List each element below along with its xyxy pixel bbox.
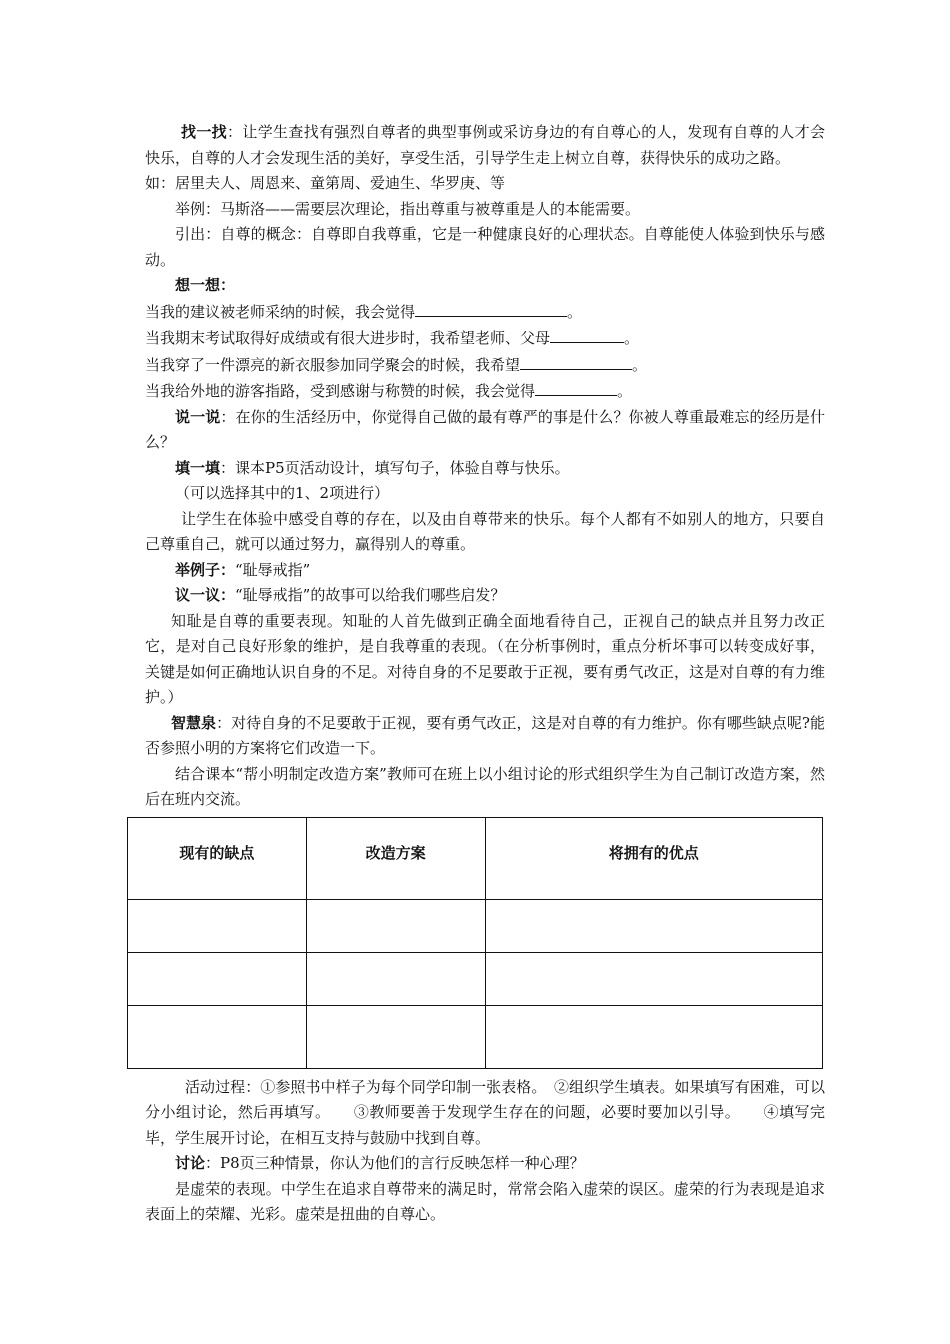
shame-paragraph: 知耻是自尊的重要表现。知耻的人首先做到正确全面地看待自己，正视自己的缺点并且努力改正它，是对自己良好形象的维护，是自我尊重的表现。（在分析事例时，重点分析坏事可以转变成好事，关键是如何正确地认识自身的不足。对待自身的不足要敢于正视，要有勇气改正，这是对自尊的有力维护。） xyxy=(145,611,825,706)
table-header-row xyxy=(128,817,823,899)
think-item-end: 。 xyxy=(567,302,583,321)
say-text: ：在你的生活经历中，你觉得自己做的最有尊严的事是什么？你被人尊重最难忘的经历是什么？ xyxy=(145,407,825,451)
find-label: 找一找 xyxy=(181,123,228,141)
process-paragraph: 活动过程：①参照书中样子为每个同学印制一张表格。 ②组织学生填表。如果填写有困难，可以分小组讨论，然后再填写。 ③教师要善于发现学生存在的问题，必要时要加以引导。 ④填写完毕，学生展开讨论，在相互支持与鼓励中找到自尊。 xyxy=(145,1077,825,1147)
table-cell[interactable] xyxy=(128,1005,307,1068)
table-row xyxy=(128,1005,823,1068)
think-label: 想一想： xyxy=(175,276,236,294)
fill-paragraph xyxy=(145,456,825,482)
examples-line: 如：居里夫人、周恩来、童第周、爱迪生、华罗庚、等 xyxy=(145,174,506,192)
talk-label: 讨论 xyxy=(175,1154,206,1172)
think-heading xyxy=(145,273,825,299)
say-paragraph xyxy=(145,405,825,456)
table-cell[interactable] xyxy=(306,952,485,1005)
think-item xyxy=(145,378,825,405)
maslow-line: 举例：马斯洛——需要层次理论，指出尊重与被尊重是人的本能需要。 xyxy=(175,199,641,218)
find-paragraph xyxy=(145,120,825,171)
vanity-paragraph: 是虚荣的表现。中学生在追求自尊带来的满足时，常常会陷入虚荣的误区。虚荣的行为表现是追求表面上的荣耀、光彩。虚荣是扭曲的自尊心。 xyxy=(145,1179,825,1223)
find-text: ：让学生查找有强烈自尊者的典型事例或采访身边的有自尊心的人，发现有自尊的人才会快乐，自尊的人才会发现生活的美好，享受生活，引导学生走上树立自尊，获得快乐的成功之路。 xyxy=(145,123,825,167)
think-item-end: 。 xyxy=(632,355,648,374)
table-row xyxy=(128,899,823,952)
table-cell[interactable] xyxy=(306,1005,485,1068)
think-item-text: 当我的建议被老师采纳的时候，我会觉得 xyxy=(145,302,416,321)
header-plan: 改造方案 xyxy=(306,817,485,899)
table-cell[interactable] xyxy=(485,952,822,1005)
think-item-text: 当我给外地的游客指路，受到感谢与称赞的时候，我会觉得 xyxy=(145,382,536,400)
talk-text: ：P8页三种情景，你认为他们的言行反映怎样一种心理？ xyxy=(205,1154,585,1172)
document-page xyxy=(145,120,825,1228)
table-cell[interactable] xyxy=(128,899,307,952)
talk-paragraph xyxy=(145,1151,825,1177)
answer-blank[interactable] xyxy=(520,352,632,370)
experience-paragraph: 让学生在体验中感受自尊的存在，以及由自尊带来的快乐。每个人都有不如别人的地方，只要自己尊重自己，就可以通过努力，赢得别人的尊重。 xyxy=(145,509,825,553)
discuss-paragraph xyxy=(145,583,825,609)
table-cell[interactable] xyxy=(306,899,485,952)
think-item xyxy=(145,352,825,379)
answer-blank[interactable] xyxy=(415,299,567,317)
wisdom-label: 智慧泉 xyxy=(171,713,217,732)
plan-intro-paragraph: 结合课本“帮小明制定改造方案”教师可在班上以小组讨论的形式组织学生为自己制订改造方案，然后在班内交流。 xyxy=(145,764,825,808)
concept-line: 引出：自尊的概念：自尊即自我尊重，它是一种健康良好的心理状态。自尊能使人体验到快乐与感动。 xyxy=(145,225,825,269)
example-text: “耻辱戒指” xyxy=(235,560,311,579)
header-strengths: 将拥有的优点 xyxy=(485,817,822,899)
wisdom-paragraph xyxy=(145,711,825,762)
example-label: 举例子： xyxy=(175,560,236,579)
wisdom-text: ：对待自身的不足要敢于正视，要有勇气改正，这是对自尊的有力维护。你有哪些缺点呢?能否参照小明的方案将它们改造一下。 xyxy=(145,713,825,757)
answer-blank[interactable] xyxy=(550,325,624,343)
fill-label: 填一填 xyxy=(175,458,221,477)
table-cell[interactable] xyxy=(128,952,307,1005)
fill-note: （可以选择其中的1、2项进行） xyxy=(175,484,390,502)
think-item-end: 。 xyxy=(617,382,633,400)
think-item xyxy=(145,299,825,326)
header-shortcomings: 现有的缺点 xyxy=(128,817,307,899)
think-item-text: 当我穿了一件漂亮的新衣服参加同学聚会的时候，我希望 xyxy=(145,355,521,374)
think-item xyxy=(145,325,825,352)
answer-blank[interactable] xyxy=(535,378,617,396)
improvement-plan-table xyxy=(127,817,823,1069)
table-cell[interactable] xyxy=(485,899,822,952)
discuss-text: “耻辱戒指”的故事可以给我们哪些启发？ xyxy=(235,586,506,604)
discuss-label: 议一议： xyxy=(175,586,236,604)
table-row xyxy=(128,952,823,1005)
table-cell[interactable] xyxy=(485,1005,822,1068)
say-label: 说一说 xyxy=(175,407,221,426)
think-item-end: 。 xyxy=(624,329,640,347)
think-item-text: 当我期末考试取得好成绩或有很大进步时，我希望老师、父母 xyxy=(145,329,551,347)
fill-text: ：课本P5页活动设计，填写句子，体验自尊与快乐。 xyxy=(220,458,570,477)
example-paragraph xyxy=(145,558,825,584)
